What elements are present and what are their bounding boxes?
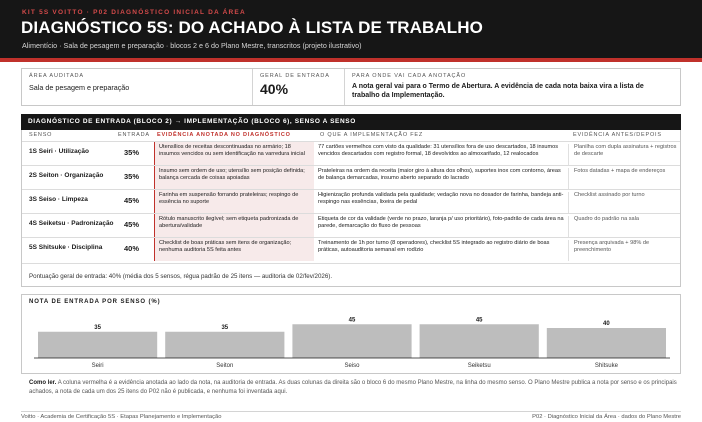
score-value: 40%: [260, 81, 289, 97]
table-row: [22, 142, 680, 165]
bar-value-label: 35: [94, 324, 101, 331]
col-head-senso: SENSO: [29, 132, 53, 138]
col-head-implementacao: O QUE A IMPLEMENTAÇÃO FEZ: [320, 132, 424, 138]
bar-value-label: 45: [475, 317, 483, 324]
legend-label: Como ler.: [29, 380, 57, 386]
note-value: A nota geral vai para o Termo de Abertura. A evidência de cada nota baixa vira a lista de trabalho da Implementação.: [352, 83, 644, 99]
area-value: Sala de pesagem e preparação: [29, 83, 130, 92]
accent-rule: [0, 58, 702, 62]
category-label: Seiri: [91, 363, 104, 369]
diagnostic-table: [21, 130, 681, 287]
row-entrada: 40%: [124, 244, 140, 253]
row-implementacao: Treinamento de 1h por turno (8 operadores), checklist 5S integrado ao registro diário de boas práticas, autoauditoria semanal em rodízio: [318, 240, 550, 254]
bar-seiton: [165, 332, 284, 358]
how-to-read: [29, 379, 679, 397]
note-label: PARA ONDE VAI CADA ANOTAÇÃO: [352, 73, 467, 79]
summary-score: [252, 69, 344, 105]
bar-shitsuke: [547, 328, 666, 358]
row-implementacao: 77 cartões vermelhos com visto da qualidade: 31 utensílios fora de uso descartados, 18 insumos vencidos descartados com registro formal, 18 devolvidos ao almoxarifado, 12 realocados: [318, 144, 559, 158]
footer-left: Voitto · Academia de Certificação 5S · Etapas Planejamento e Implementação: [21, 414, 222, 420]
summary-panel: [21, 68, 681, 106]
col-head-entrada: ENTRADA: [118, 132, 150, 138]
legend-text: A coluna vermelha é a evidência anotada ao lado da nota, na auditoria de entrada. As duas colunas da direita são o bloco 6 do mesmo Plano Mestre, na linha do mesmo senso. O Plano Mestre publica a nota por senso e os principais achados, a nota de cada um dos 25 itens do P02 não é publicada, e nenhuma foi inventada aqui.: [29, 380, 677, 395]
footer-right: P02 · Diagnóstico Inicial da Área · dados do Plano Mestre: [532, 414, 681, 420]
bar-seiri: [38, 332, 157, 358]
score-note: Pontuação geral de entrada: 40% (média dos 5 sensos, régua padrão de 25 itens — auditoria de 02/fev/2026).: [29, 273, 333, 280]
row-antes-depois: Fotos datadas + mapa de endereços: [568, 168, 680, 189]
category-label: Seiton: [216, 363, 234, 369]
table-row: [22, 214, 680, 237]
table-row: [22, 190, 680, 213]
bar-chart: [22, 295, 680, 373]
row-senso: 3S Seiso · Limpeza: [29, 196, 88, 203]
summary-area: [22, 69, 252, 105]
row-entrada: 45%: [124, 220, 140, 229]
row-entrada: 35%: [124, 148, 140, 157]
category-label: Seiso: [344, 363, 360, 369]
summary-note: [344, 69, 680, 105]
row-senso: 2S Seiton · Organização: [29, 172, 104, 179]
divider: [22, 263, 680, 264]
score-label: GERAL DE ENTRADA: [260, 73, 330, 79]
chart-title: NOTA DE ENTRADA POR SENSO (%): [29, 299, 161, 305]
row-antes-depois: Presença arquivada + 98% de preenchimento: [568, 240, 680, 261]
row-antes-depois: Quadro do padrão na sala: [568, 216, 680, 237]
bar-value-label: 40: [603, 321, 610, 327]
bar-value-label: 45: [348, 317, 356, 324]
row-senso: 4S Seiketsu · Padronização: [29, 220, 114, 227]
table-row: [22, 238, 680, 261]
area-label: ÁREA AUDITADA: [29, 73, 84, 79]
table-title-bar: [21, 114, 681, 130]
row-evidencia: Farinha em suspensão forrando prateleiras; respingo de essência no suporte: [154, 190, 314, 213]
row-antes-depois: Planilha com dupla assinatura + registros de descarte: [568, 144, 680, 165]
col-head-antes-depois: EVIDÊNCIA ANTES/DEPOIS: [573, 132, 662, 138]
footer-rule: [21, 411, 681, 412]
bar-seiketsu: [420, 324, 539, 358]
row-implementacao: Etiqueta de cor da validade (verde no prazo, laranja p/ uso prioritário), foto-padrão de cada área na parede, demarcação do fluxo de pessoas: [318, 216, 564, 230]
row-implementacao: Higienização profunda validada pela qualidade; vedação nova no dosador de farinha, bandeja anti-respingo nas essências, lixeira de pedal: [318, 192, 564, 206]
bar-seiso: [292, 324, 411, 358]
page-subtitle: Alimentício · Sala de pesagem e preparação · blocos 2 e 6 do Plano Mestre, transcritos (projeto ilustrativo): [22, 41, 362, 50]
row-evidencia: Checklist de boas práticas sem itens de organização; nenhuma auditoria 5S feita antes: [154, 238, 314, 261]
bar-value-label: 35: [221, 324, 229, 331]
page-title: DIAGNÓSTICO 5S: DO ACHADO À LISTA DE TRABALHO: [21, 18, 483, 37]
category-label: Seiketsu: [467, 363, 491, 369]
row-antes-depois: Checklist assinado por turno: [568, 192, 680, 213]
category-label: Shitsuke: [594, 363, 618, 369]
row-entrada: 45%: [124, 196, 140, 205]
row-senso: 5S Shitsuke · Disciplina: [29, 244, 103, 251]
row-evidencia: Rótulo manuscrito ilegível; sem etiqueta padronizada de abertura/validade: [154, 214, 314, 237]
table-row: [22, 166, 680, 189]
page-header: [0, 0, 702, 58]
row-evidencia: Utensílios de receitas descontinuadas no armário; 18 insumos vencidos ou sem identificação na varredura inicial: [154, 142, 314, 165]
row-senso: 1S Seiri · Utilização: [29, 148, 89, 155]
table-title: DIAGNÓSTICO DE ENTRADA (BLOCO 2) → IMPLEMENTAÇÃO (BLOCO 6), SENSO A SENSO: [28, 118, 356, 125]
row-entrada: 35%: [124, 172, 140, 181]
kicker: KIT 5S VOITTO · P02 DIAGNÓSTICO INICIAL DA ÁREA: [22, 9, 246, 16]
row-implementacao: Prateleiras na ordem da receita (maior giro à altura dos olhos), suportes inox com contorno, áreas de balança demarcadas, insumo aberto separado do lacrado: [318, 168, 561, 182]
col-head-evidencia: EVIDÊNCIA ANOTADA NO DIAGNÓSTICO: [157, 132, 291, 138]
row-evidencia: Insumo sem ordem de uso; utensílio sem posição definida; balança cercada de coisas apoiadas: [154, 166, 314, 189]
entry-score-chart: [21, 294, 681, 374]
